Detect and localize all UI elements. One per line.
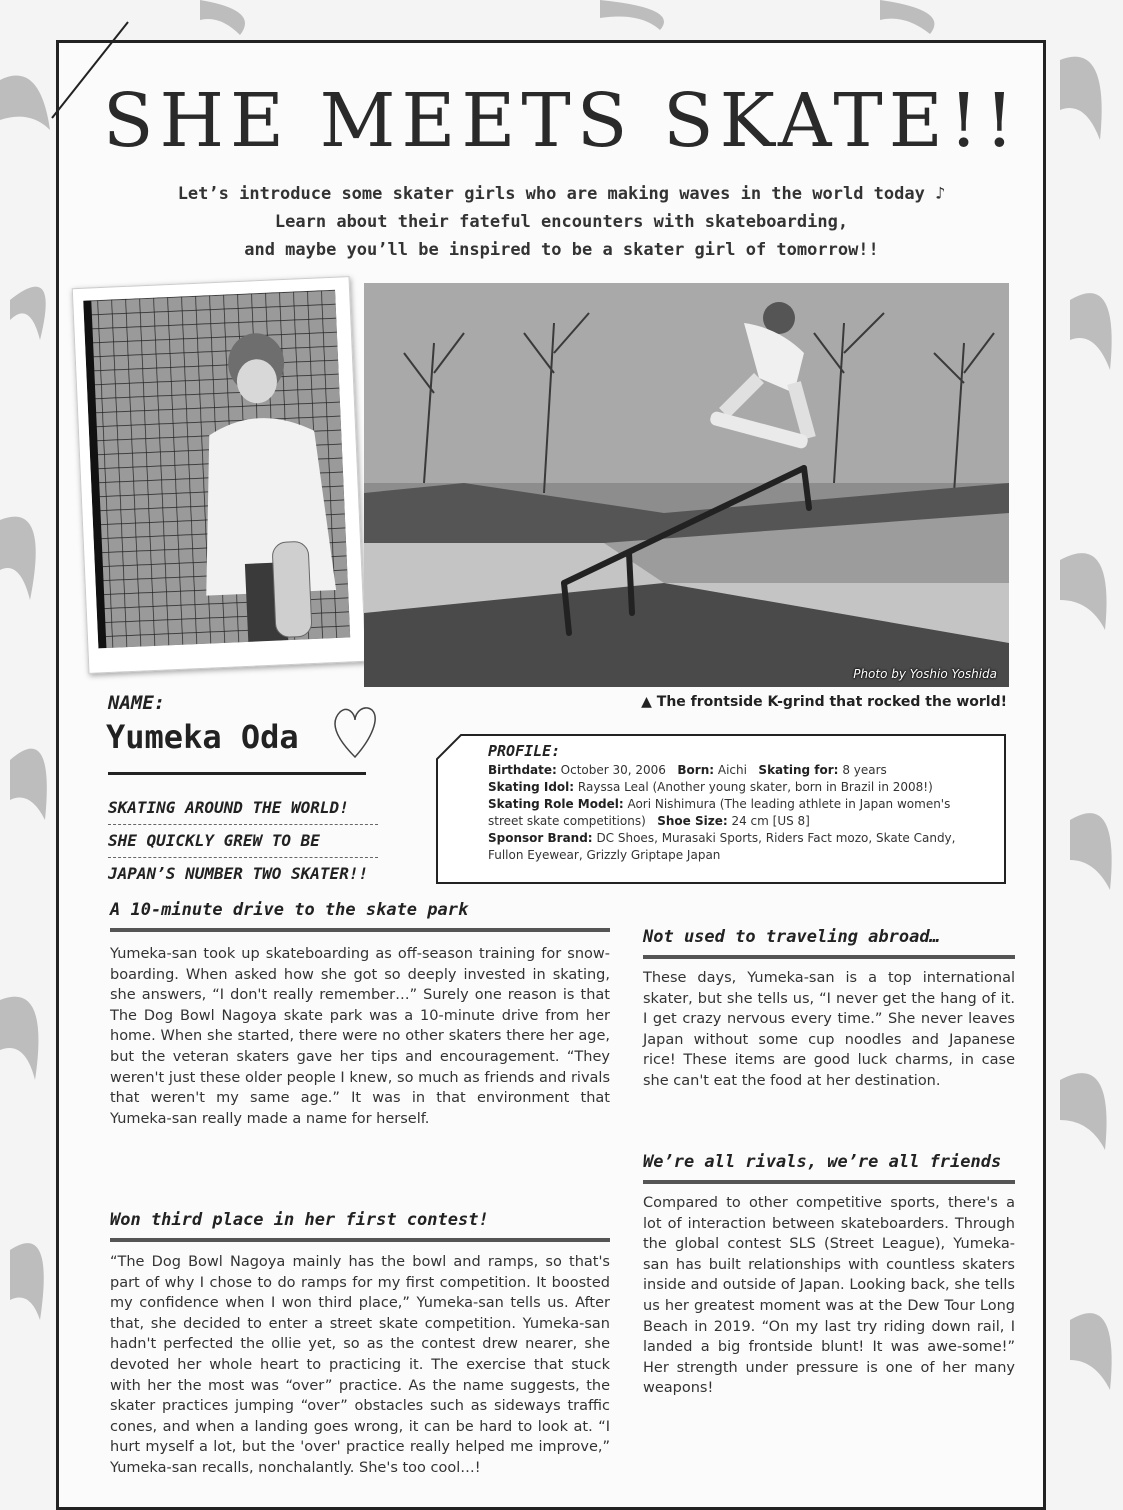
skating-for-value: 8 years: [842, 763, 887, 777]
section-rule: [643, 955, 1015, 959]
page-title: SHE MEETS SKATE!!: [102, 78, 1021, 164]
tagline-line: JAPAN’S NUMBER TWO SKATER!!: [108, 864, 369, 883]
idol-label: Skating Idol:: [488, 780, 575, 794]
role-model-label: Skating Role Model:: [488, 797, 624, 811]
action-photo: [364, 283, 1009, 687]
section-rule: [110, 928, 610, 932]
profile-line-shoe: [488, 813, 992, 830]
name-label: NAME:: [108, 692, 166, 714]
tagline: [108, 792, 378, 890]
born-label: Born:: [677, 763, 715, 777]
birthdate-label: Birthdate:: [488, 763, 557, 777]
profile-line-role-model: [488, 796, 992, 813]
profile-line-birth: [488, 762, 992, 779]
section-heading-contest: Won third place in her first contest!: [110, 1210, 489, 1230]
shoe-size-value: 24 cm [US 8]: [731, 814, 810, 828]
portrait-photo: [83, 290, 350, 649]
subtitle-line: Learn about their fateful encounters with skateboarding,: [274, 212, 849, 232]
tagline-line: SKATING AROUND THE WORLD!: [108, 792, 378, 825]
section-body-abroad: These days, Yumeka-san is a top international skater, but she tells us, “I never get the hang of it. I get crazy nervous every time.” She never leaves Japan without some cup noodles and Japanese rice! These items are good luck charms, in case she can't eat the food at her destination.: [643, 970, 1015, 1089]
idol-value: Rayssa Leal (Another young skater, born in Brazil in 2008!): [577, 780, 933, 794]
section-heading-abroad: Not used to traveling abroad…: [643, 927, 940, 947]
section-heading-drive: A 10-minute drive to the skate park: [110, 900, 469, 920]
skater-name: Yumeka Oda: [106, 718, 299, 756]
portrait-polaroid: [72, 276, 367, 674]
section-heading-rivals: We’re all rivals, we’re all friends: [643, 1152, 1002, 1172]
role-model-value: Aori Nishimura (The leading athlete in Japan women's: [627, 797, 951, 811]
heart-icon: [330, 702, 380, 762]
section-rule: [110, 1238, 610, 1242]
profile-line-sponsor-cont: [488, 847, 992, 864]
photo-caption: ▲ The frontside K-grind that rocked the world!: [641, 694, 1007, 710]
photo-credit: Photo by Yoshio Yoshida: [853, 667, 997, 681]
name-divider: [108, 772, 366, 775]
sponsor-value: DC Shoes, Murasaki Sports, Riders Fact mozo, Skate Candy,: [596, 831, 956, 845]
profile-line-idol: [488, 779, 992, 796]
role-model-value-cont: street skate competitions): [488, 814, 646, 828]
page-subtitle: [0, 180, 1123, 264]
tagline-line: SHE QUICKLY GREW TO BE: [108, 825, 378, 858]
subtitle-line: and maybe you’ll be inspired to be a skater girl of tomorrow!!: [244, 240, 879, 260]
folded-corner-icon: [436, 734, 462, 760]
section-body-drive: Yumeka-san took up skateboarding as off-season training for snow-boarding. When asked how she got so deeply invested in skating, she answers, “I don't really remember…” Surely one reason is that The Dog Bowl Nagoya skate park was a 10-minute drive from her home. When she started, there were no other skaters there her age, but the veteran skaters gave her tips and encouragement. “They weren't just these older people I knew, so much as friends and rivals that weren't my same age.” It was in that environment that Yumeka-san really made a name for herself.: [110, 946, 610, 1127]
section-body-rivals: Compared to other competitive sports, there's a lot of interaction between skateboarders. Through the global contest SLS (Street League), Yumeka-san has built relationships with countless skaters inside and outside of Japan. Looking back, she tells us her greatest moment was at the Dew Tour Long Beach in 2019. “On my last try riding down rail, I landed a big frontside blunt! It was awe-some!” Her strength under pressure is one of her many weapons!: [643, 1195, 1015, 1397]
shoe-size-label: Shoe Size:: [657, 814, 728, 828]
sponsor-value-cont: Fullon Eyewear, Grizzly Griptape Japan: [488, 848, 721, 862]
birthdate-value: October 30, 2006: [560, 763, 666, 777]
born-value: Aichi: [717, 763, 747, 777]
profile-box: [436, 734, 1006, 884]
profile-title: PROFILE:: [488, 742, 561, 760]
profile-line-sponsor: [488, 830, 992, 847]
section-rule: [643, 1180, 1015, 1184]
skating-for-label: Skating for:: [758, 763, 839, 777]
subtitle-line: Let’s introduce some skater girls who are making waves in the world today ♪: [177, 184, 946, 204]
section-body-contest: “The Dog Bowl Nagoya mainly has the bowl and ramps, so that's part of why I chose to do ramps for my first competition. It boosted my confidence when I won third place,” Yumeka-san tells us. After that, she decided to enter a street skate competition. Yumeka-san hadn't perfected the ollie yet, so as the contest drew nearer, she devoted her whole heart to practicing it. The exercise that stuck with her the most was “over” practice. As the name suggests, the skater practices jumping “over” obstacles such as sideways traffic cones, and when a landing goes wrong, it can be hard to look at. “I hurt myself a lot, but the 'over' practice really helped me improve,” Yumeka-san recalls, nonchalantly. She's too cool…!: [110, 1254, 610, 1476]
sponsor-label: Sponsor Brand:: [488, 831, 593, 845]
